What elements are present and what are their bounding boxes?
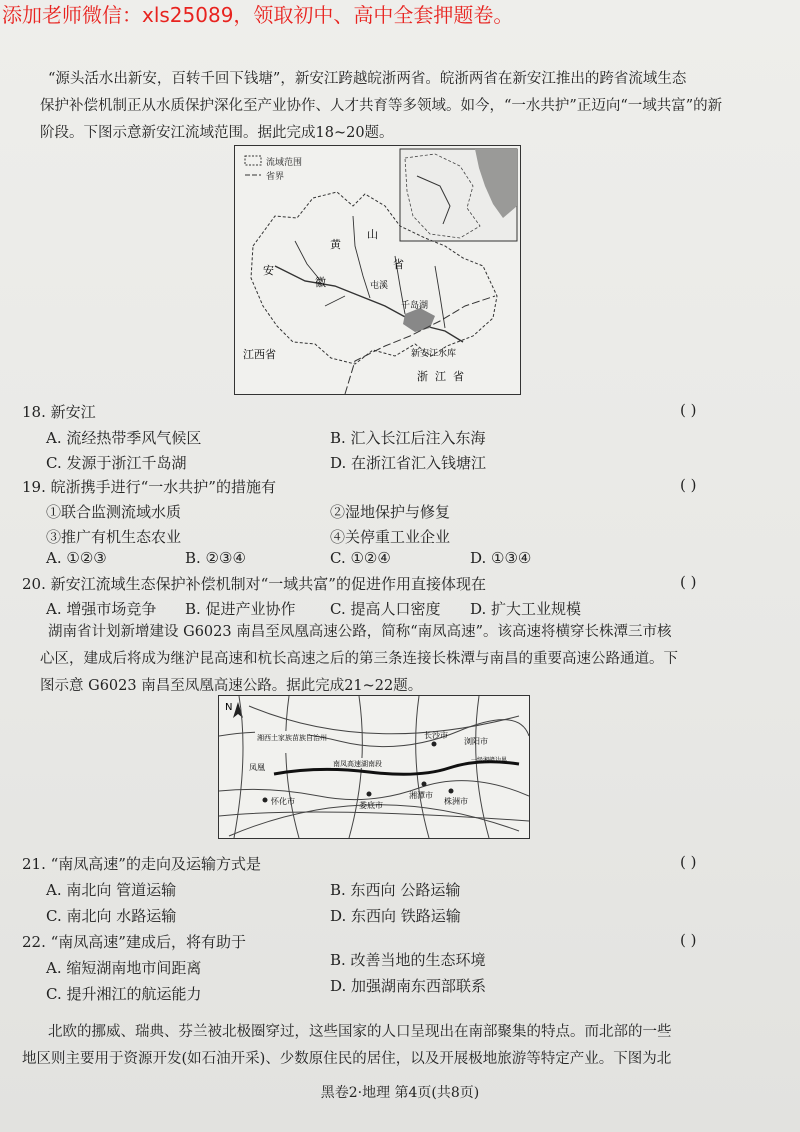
q19-item-1: ①联合监测流域水质 — [46, 503, 182, 521]
tributary — [295, 241, 320, 280]
label-jiang: 江 — [435, 370, 446, 383]
q20-option-c: C. 提高人口密度 — [330, 600, 441, 618]
label-liuyang: 浏阳市 — [464, 737, 488, 746]
passage-line: 图示意 G6023 南昌至凤凰高速公路。据此完成21~22题。 — [40, 678, 423, 694]
label-sheng2: 省 — [453, 370, 464, 383]
expressway-map-svg — [219, 696, 529, 838]
page-footer: 黑卷2·地理 第4页(共8页) — [320, 1085, 480, 1101]
label-huang: 黄 — [330, 238, 341, 251]
q20-answer-paren: ( ) — [680, 573, 697, 591]
qiandao-lake — [403, 308, 435, 332]
q21-option-b: B. 东西向 公路运输 — [330, 881, 461, 899]
passage-line: “源头活水出新安，百转千回下钱塘”，新安江跨越皖浙两省。皖浙两省在新安江推出的跨省流域生态 — [48, 71, 687, 87]
q21-option-c: C. 南北向 水路运输 — [46, 907, 177, 925]
passage-xinanjiang — [40, 66, 722, 147]
label-reservoir: 新安江水库 — [411, 349, 457, 359]
q19-option-b: B. ②③④ — [185, 549, 246, 567]
city-dot — [367, 792, 372, 797]
label-border: 一级湘赣边界 — [471, 757, 508, 764]
passage-line: 心区，建成后将成为继沪昆高速和杭长高速之后的第三条连接长株潭与南昌的重要高速公路通道。下 — [40, 651, 678, 667]
label-xiangtan: 湘潭市 — [409, 791, 433, 800]
xinanjiang-basin-map — [234, 145, 521, 395]
label-sheng: 省 — [393, 258, 404, 271]
xinanjiang-river — [275, 266, 463, 342]
legend-border-label: 省界 — [266, 172, 285, 182]
label-zhuzhou: 株洲市 — [444, 797, 468, 806]
label-changsha: 长沙市 — [424, 731, 448, 740]
q18-option-d: D. 在浙江省汇入钱塘江 — [330, 454, 487, 472]
q22-option-a: A. 缩短湖南地市间距离 — [46, 959, 202, 977]
q22-answer-paren: ( ) — [680, 931, 697, 949]
q19-option-d: D. ①③④ — [470, 549, 532, 567]
tributary — [325, 296, 345, 306]
passage-nordic — [22, 1019, 672, 1073]
q19-item-2: ②湿地保护与修复 — [330, 503, 451, 521]
q19-stem: 19. 皖浙携手进行“一水共护”的措施有 — [22, 478, 276, 496]
label-an: 安 — [263, 264, 274, 277]
legend-basin-label: 流域范围 — [266, 158, 303, 168]
label-shan: 山 — [367, 228, 378, 241]
passage-line: 地区则主要用于资源开发(如石油开采)、少数原住民的居住，以及开展极地旅游等特定产业。下图为北 — [22, 1051, 672, 1067]
passage-nanfeng-expressway — [40, 619, 678, 700]
passage-line: 保护补偿机制正从水质保护深化至产业协作、人才共育等多领域。如今，“一水共护”正迈向“一域共富”的新 — [40, 98, 723, 114]
q22-option-c: C. 提升湘江的航运能力 — [46, 985, 202, 1003]
q20-stem: 20. 新安江流域生态保护补偿机制对“一域共富”的促进作用直接体现在 — [22, 575, 486, 593]
label-tunxi: 屯溪 — [370, 281, 389, 291]
north-label: N — [225, 702, 233, 713]
legend-basin-swatch — [245, 156, 261, 165]
q19-item-3: ③推广有机生态农业 — [46, 528, 182, 546]
q20-option-d: D. 扩大工业规模 — [470, 600, 582, 618]
q18-answer-paren: ( ) — [680, 401, 697, 419]
q19-answer-paren: ( ) — [680, 476, 697, 494]
q19-item-4: ④关停重工业企业 — [330, 528, 451, 546]
label-xiangxi: 湘西土家族苗族自治州 — [257, 734, 327, 742]
q20-option-b: B. 促进产业协作 — [185, 600, 296, 618]
q20-option-a: A. 增强市场竞争 — [46, 600, 157, 618]
q18-option-b: B. 汇入长江后注入东海 — [330, 429, 486, 447]
passage-line: 湖南省计划新增建设 G6023 南昌至凤凰高速公路，简称“南凤高速”。该高速将横穿长株潭三市核 — [48, 624, 672, 640]
q19-option-c: C. ①②④ — [330, 549, 391, 567]
nanfeng-expressway-map — [218, 695, 530, 839]
q21-answer-paren: ( ) — [680, 853, 697, 871]
city-dot — [449, 789, 454, 794]
label-zhe: 浙 — [417, 370, 428, 383]
q21-option-d: D. 东西向 铁路运输 — [330, 907, 461, 925]
q22-option-d: D. 加强湖南东西部联系 — [330, 977, 487, 995]
label-fenghuang: 凤凰 — [249, 763, 265, 772]
q21-option-a: A. 南北向 管道运输 — [46, 881, 177, 899]
q22-stem: 22. “南凤高速”建成后，将有助于 — [22, 933, 246, 951]
q22-option-b: B. 改善当地的生态环境 — [330, 951, 486, 969]
label-qiandaohu: 千岛湖 — [401, 301, 429, 311]
q19-option-a: A. ①②③ — [46, 549, 107, 567]
basin-map-svg — [235, 146, 520, 394]
label-jiangxi: 江西省 — [243, 348, 276, 361]
city-dot — [422, 782, 427, 787]
label-huaihua: 怀化市 — [271, 797, 295, 806]
label-nanfeng-hunan: 南凤高速湖南段 — [333, 760, 382, 768]
label-hui: 徽 — [315, 276, 326, 289]
q18-stem: 18. 新安江 — [22, 403, 96, 421]
city-dot — [263, 798, 268, 803]
passage-line: 北欧的挪威、瑞典、芬兰被北极圈穿过，这些国家的人口呈现出在南部聚集的特点。而北部的一些 — [48, 1024, 672, 1040]
label-loudi: 娄底市 — [359, 801, 383, 810]
q18-option-a: A. 流经热带季风气候区 — [46, 429, 202, 447]
promo-banner: 添加老师微信：xls25089，领取初中、高中全套押题卷。 — [2, 3, 514, 27]
q21-stem: 21. “南凤高速”的走向及运输方式是 — [22, 855, 261, 873]
passage-line: 阶段。下图示意新安江流域范围。据此完成18~20题。 — [40, 125, 394, 141]
city-dot — [432, 742, 437, 747]
q18-option-c: C. 发源于浙江千岛湖 — [46, 454, 187, 472]
